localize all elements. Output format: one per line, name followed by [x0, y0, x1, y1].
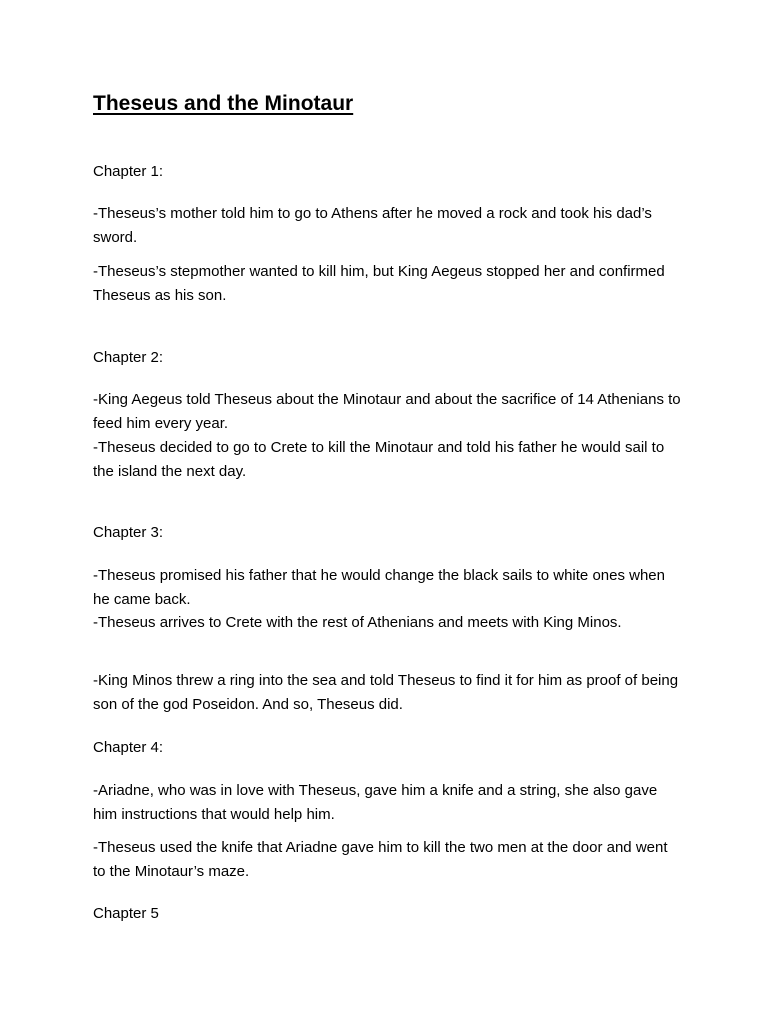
chapter-5-heading: Chapter 5 — [93, 905, 159, 922]
chapter-1-paragraph-2: -Theseus’s stepmother wanted to kill him, but King Aegeus stopped her and confirmed Theseus as his son. — [93, 263, 665, 304]
chapter-1-paragraph-1: -Theseus’s mother told him to go to Athens after he moved a rock and took his dad’s sword. — [93, 205, 652, 246]
chapter-3-heading: Chapter 3: — [93, 524, 164, 541]
document-title: Theseus and the Minotaur — [93, 92, 354, 115]
chapter-4-paragraph-2: -Theseus used the knife that Ariadne gave him to kill the two men at the door and went to the Minotaur’s maze. — [93, 839, 668, 880]
chapter-1-heading: Chapter 1: — [93, 163, 164, 180]
chapter-2-heading: Chapter 2: — [93, 349, 164, 366]
chapter-3-paragraph-1: -Theseus promised his father that he would change the black sails to white ones when he came back. — [93, 567, 665, 608]
chapter-4-paragraph-1: -Ariadne, who was in love with Theseus, gave him a knife and a string, she also gave him instructions that would help him. — [93, 782, 658, 823]
chapter-3-paragraph-2: -Theseus arrives to Crete with the rest of Athenians and meets with King Minos. — [93, 614, 622, 631]
chapter-2-paragraph-2: -Theseus decided to go to Crete to kill the Minotaur and told his father he would sail to the island the next day. — [93, 439, 665, 480]
chapter-2-paragraph-1: -King Aegeus told Theseus about the Minotaur and about the sacrifice of 14 Athenians to feed him every year. — [93, 391, 681, 432]
chapter-4-heading: Chapter 4: — [93, 739, 164, 756]
chapter-3-paragraph-3: -King Minos threw a ring into the sea and told Theseus to find it for him as proof of being son of the god Poseidon. And so, Theseus did. — [93, 672, 679, 713]
